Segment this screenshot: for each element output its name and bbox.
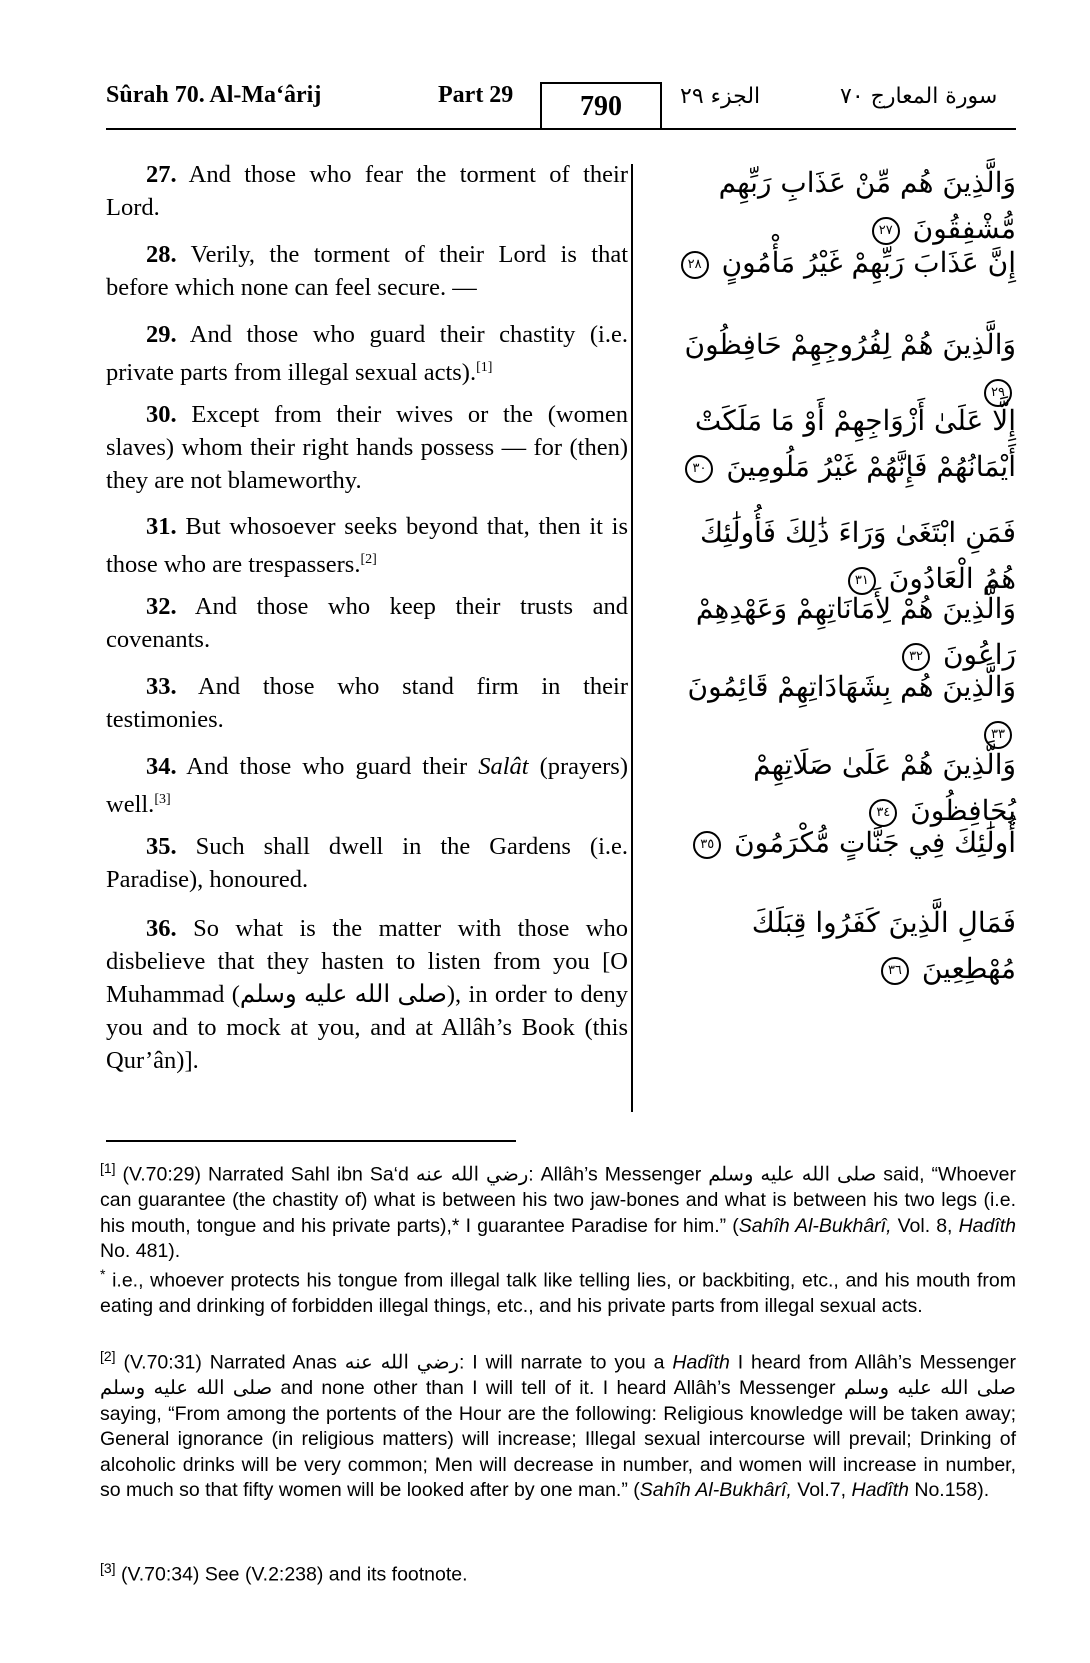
surah-title-en: Sûrah 70. Al-Ma‘ârij <box>106 82 322 108</box>
verse-28-ar: إِنَّ عَذَابَ رَبِّهِمْ غَيْرُ مَأْمُونٍ ٢٨ <box>660 240 1016 286</box>
verse-34-ar: وَالَّذِينَ هُمْ عَلَىٰ صَلَاتِهِمْ يُحَافِظُونَ ٣٤ <box>753 748 1016 827</box>
verse-29-en: 29. And those who guard their chastity (i.e. private parts from illegal sexual acts).[1] <box>106 321 628 387</box>
header-rule <box>106 128 1016 130</box>
verse-end-marker: ٣٠ <box>685 455 713 483</box>
footnote-3: [3] (V.70:34) See (V.2:238) and its footnote. <box>100 1560 468 1586</box>
verse-33-ar: وَالَّذِينَ هُم بِشَهَادَاتِهِمْ قَائِمُونَ ٣٣ <box>660 664 1016 756</box>
verse-end-marker: ٣٢ <box>902 643 930 671</box>
verse-32-ar: وَالَّذِينَ هُمْ لِأَمَانَاتِهِمْ وَعَهْدِهِمْ رَاعُونَ ٣٢ <box>695 592 1016 671</box>
verse-end-marker: ٣٤ <box>869 799 897 827</box>
footnote-1: [1] (V.70:29) Narrated Sahl ibn Sa‘d رضي الله عنه: Allâh’s Messenger صلى الله عليه وسلم said, “Whoever can guarantee (the chastity of) what is between his two jaw-bones and what is between his two legs (i.e. his mouth, tongue and his private parts),* I guarantee Paradise for him.” (Sahîh Al-Bukhârî, Vol. 8, Hadîth No. 481). <box>100 1160 1017 1262</box>
footnote-rule <box>106 1140 516 1142</box>
surah-title-ar: سورة المعارج ٧٠ <box>840 84 998 109</box>
verse-36-ar: فَمَالِ الَّذِينَ كَفَرُوا قِبَلَكَ مُهْطِعِينَ ٣٦ <box>751 906 1016 985</box>
verse-30-en: 30. Except from their wives or the (women slaves) whom their right hands possess — for (then) they are not blameworthy. <box>106 401 628 494</box>
footnote-star: * i.e., whoever protects his tongue from illegal talk like telling lies, or backbiting, etc., and his mouth from eating and drinking of forbidden illegal things, etc., and his private parts from illegal sexual acts. <box>100 1266 1016 1317</box>
column-divider <box>631 164 633 1112</box>
verse-35-en: 35. Such shall dwell in the Gardens (i.e. Paradise), honoured. <box>106 833 628 893</box>
verse-33-en: 33. And those who stand firm in their testimonies. <box>106 673 628 733</box>
verse-35-ar: أُولَٰئِكَ فِي جَنَّاتٍ مُّكْرَمُونَ ٣٥ <box>660 820 1016 866</box>
verse-34-en: 34. And those who guard their Salât (prayers) well.[3] <box>106 753 629 819</box>
verse-28-en: 28. Verily, the torment of their Lord is that before which none can feel secure. — <box>106 241 628 301</box>
verse-end-marker: ٢٧ <box>872 217 900 245</box>
verse-end-marker: ٣٣ <box>984 721 1012 749</box>
verse-end-marker: ٢٩ <box>984 379 1012 407</box>
verse-36-en: 36. So what is the matter with those who disbelieve that they hasten to listen from you [O Muhammad (صلى الله عليه وسلم), in order to deny you and to mock at you, and at Allâh’s Book (this Qur’ân)]. <box>106 915 629 1074</box>
verse-30-ar: إِلَّا عَلَىٰ أَزْوَاجِهِمْ أَوْ مَا مَلَكَتْ أَيْمَانُهُمْ فَإِنَّهُمْ غَيْرُ مَلُومِينَ ٣٠ <box>660 398 1016 490</box>
verse-end-marker: ٣٦ <box>881 957 909 985</box>
verse-32-en: 32. And those who keep their trusts and covenants. <box>106 593 628 653</box>
verse-27-en: 27. And those who fear the torment of their Lord. <box>106 161 628 221</box>
part-label-ar: الجزء ٢٩ <box>680 84 761 109</box>
verse-29-ar: وَالَّذِينَ هُمْ لِفُرُوجِهِمْ حَافِظُونَ ٢٩ <box>660 322 1016 414</box>
part-label-en: Part 29 <box>438 82 514 108</box>
verse-end-marker: ٣١ <box>848 567 876 595</box>
verse-end-marker: ٢٨ <box>681 251 709 279</box>
page-number: 790 <box>540 82 662 128</box>
verse-31-ar: فَمَنِ ابْتَغَىٰ وَرَاءَ ذَٰلِكَ فَأُولَٰئِكَ هُمُ الْعَادُونَ ٣١ <box>700 516 1016 595</box>
verse-27-ar: وَالَّذِينَ هُم مِّنْ عَذَابِ رَبِّهِم مُّشْفِقُونَ ٢٧ <box>718 166 1016 245</box>
verse-31-en: 31. But whosoever seeks beyond that, then it is those who are trespassers.[2] <box>106 513 628 579</box>
footnote-2: [2] (V.70:31) Narrated Anas رضي الله عنه: I will narrate to you a Hadîth I heard from Allâh’s Messenger صلى الله عليه وسلم and none other than I will tell of it. I heard Allâh’s Messenger صلى الله عليه وسلم saying, “From among the portents of the Hour are the following: Religious knowledge will be taken away; General ignorance (in religious matters) will increase; Illegal sexual intercourse will prevail; Drinking of alcoholic drinks will be very common; Men will decrease in number, and women will increase in number, so much so that fifty women will be looked after by one man.” (Sahîh Al-Bukhârî, Vol.7, Hadîth No.158). <box>100 1348 1017 1501</box>
verse-end-marker: ٣٥ <box>693 831 721 859</box>
